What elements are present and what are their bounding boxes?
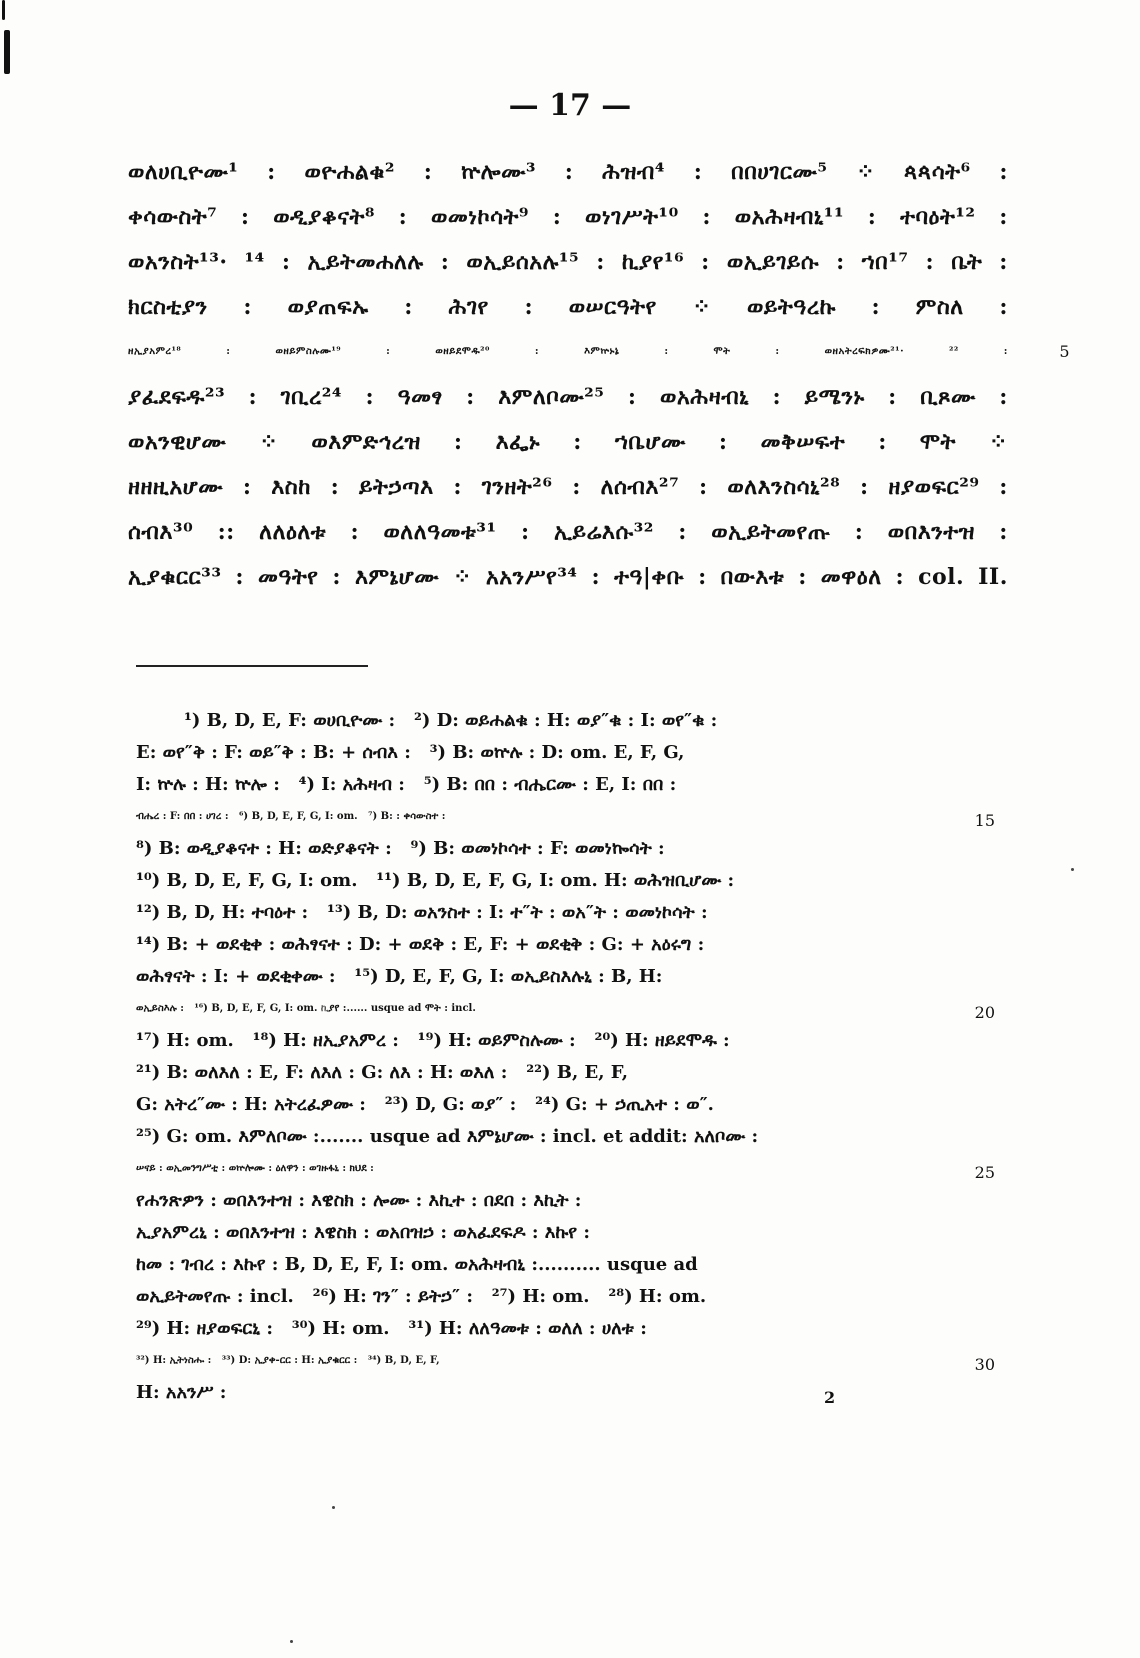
footnote-line: [136, 1185, 961, 1217]
main-text-word: ኢያቁርር³³: [128, 564, 222, 590]
main-text-word: :: [999, 384, 1008, 410]
footnote-text: ¹⁴) B: + ወደቂቀ : ወሕፃናተ : D: + ወደቅ : E, F: + ወደቂቅ : G: + አዕሩግ :: [136, 934, 705, 955]
main-text-word: :: [999, 474, 1008, 500]
footnote-text: ⁸) B: ወዲያቆናተ : H: ወድያቆናት : ⁹) B: ወመነኮሳተ : F: ወመነኰሳት :: [136, 838, 665, 859]
main-text-word: ወአሕዛብኒ: [659, 384, 750, 410]
main-text-word: col.: [918, 564, 965, 590]
main-text-word: ሰብእ³⁰: [128, 519, 194, 545]
footnote-line: [136, 865, 961, 897]
main-text-word: ተዓ|ቀቡ: [614, 564, 685, 590]
footnote-line: [136, 1377, 961, 1409]
main-text-word: ⁘: [989, 429, 1008, 455]
footnote-line: [136, 737, 961, 769]
main-text-word: ምስለ: [915, 294, 964, 320]
footnote-text: ብሔረ : F: በበ : ሀገረ : ⁶) B, D, E, F, G, I: om. ⁷) B: : ቀሳውስተ :: [136, 811, 446, 822]
main-text-word: ሕዝብ⁴: [602, 159, 666, 185]
footnote-line: [136, 1313, 961, 1345]
main-text-word: ዘያወፍር²⁹: [888, 474, 980, 500]
main-text-word: :: [404, 294, 413, 320]
main-text-word: ወኢይትመየጡ: [711, 519, 831, 545]
main-text-word: :: [772, 384, 782, 410]
speck: [290, 1640, 293, 1643]
main-text-word: ወለእንስሳኒ²⁸: [727, 474, 841, 500]
main-text-word: :: [1003, 346, 1008, 357]
main-text-word: ወለሀቢዮሙ¹: [128, 159, 239, 185]
footnote-line: [136, 1121, 961, 1153]
footnote-text: ሠናይ : ወኢመንግሥቲ : ወኵሎሙ : ዕለዋን : ወገዙፋኒ : ክህደ :: [136, 1163, 374, 1174]
main-text-word: ወኢይሰአሉ¹⁵: [466, 249, 580, 275]
footnotes-block: [136, 705, 995, 1409]
main-text-word: ተባዕት¹²: [900, 204, 976, 230]
main-text-word: :: [836, 249, 845, 275]
main-text-word: ወዮሐልቁ²: [304, 159, 395, 185]
main-text-word: :: [627, 384, 637, 410]
main-text-word: :: [999, 159, 1008, 185]
page-number: — 17 —: [508, 88, 632, 123]
main-text-word: :: [440, 249, 450, 275]
footnote-text: I: ኵሉ : H: ኵሎ : ⁴) I: አሕዛብ : ⁵) B: በበ : ብሔርሙ : E, I: በበ :: [136, 774, 677, 795]
main-text-word: ዘኢያአምረ¹⁸: [128, 346, 182, 357]
main-text-word: :: [267, 159, 276, 185]
footnote-text: ³²) H: ኢትነስሑ : ³³) D: ኢያቀ-ርር : H: ኢያቁርር : ³⁴) B, D, E, F,: [136, 1355, 440, 1366]
main-text-word: :: [775, 346, 780, 357]
footnote-text: ኢያአምረኒ : ወበእንተዝ : እዌስክ : ወአበዝኃ : ወአፈደፍዶ : እኩየ :: [136, 1222, 590, 1243]
main-text-word: :: [240, 204, 250, 230]
main-text-word: ⁘: [259, 429, 279, 455]
line-number: 25: [974, 1163, 995, 1182]
main-text-word: :: [365, 384, 375, 410]
line-number: 5: [1059, 342, 1070, 361]
main-text-word: :: [698, 474, 708, 500]
footnote-line: [136, 1153, 995, 1185]
footnote-line: [136, 1249, 961, 1281]
main-text-line: [128, 547, 1008, 592]
footnote-text: ¹⁰) B, D, E, F, G, I: om. ¹¹) B, D, E, F, G, I: om. H: ወሕዝቢሆሙ :: [136, 870, 735, 891]
footnote-line: [136, 1217, 961, 1249]
main-text-word: ⁘: [452, 564, 472, 590]
footnote-line: [136, 1057, 961, 1089]
main-text-word: ገቢረ²⁴: [280, 384, 343, 410]
main-text-word: ሞት: [713, 346, 731, 357]
main-text-word: በበሀገርሙ⁵: [731, 159, 828, 185]
main-text-line: [128, 322, 1070, 367]
main-text-word: ኵሎሙ³: [461, 159, 537, 185]
margin-tick-mark: [2, 0, 5, 20]
footnote-text: ወሕፃናት : I: + ወደቂቀሙ : ¹⁵) D, E, F, G, I: ወኢይስእሉኒ : B, H:: [136, 966, 663, 987]
line-number: 15: [974, 811, 995, 830]
main-text-word: :: [235, 564, 245, 590]
main-text-word: :: [423, 159, 433, 185]
main-text-word: ያፈደፍዱ²³: [128, 384, 226, 410]
footnote-text: ²⁹) H: ዘያወፍርኒ : ³⁰) H: om. ³¹) H: ለለዓመቱ : ወለለ : ሀለቱ :: [136, 1318, 647, 1339]
footnote-text: ²⁵) G: om. እምለቦሙ :....... usque ad እምኔሆሙ : incl. et addit: አለቦሙ :: [136, 1126, 759, 1147]
main-text-word: :: [798, 564, 807, 590]
main-text-word: ወዲያቆናት⁸: [273, 204, 375, 230]
main-text-word: :: [386, 346, 391, 357]
main-text-word: :: [332, 564, 341, 590]
footnote-line: [136, 961, 961, 993]
margin-bar-mark: [4, 30, 10, 74]
main-text-word: ጳጳሳት⁶: [903, 159, 971, 185]
main-text-word: :: [999, 249, 1008, 275]
main-text-word: መቅሠፍተ: [760, 429, 846, 455]
main-text-line: [128, 277, 1008, 322]
main-text-line: [128, 142, 1008, 187]
main-text-word: ይትኃጣእ: [359, 474, 434, 500]
main-text-word: :: [999, 294, 1008, 320]
signature-mark: 2: [824, 1388, 836, 1407]
main-text-word: ወበእንተዝ: [887, 519, 975, 545]
main-text-word: ወያጠፍኡ: [287, 294, 369, 320]
main-text-word: :: [888, 384, 897, 410]
footnote-line: [136, 993, 995, 1025]
main-text-word: ⁘: [692, 294, 712, 320]
main-text-word: ክርስቲያን: [128, 294, 208, 320]
main-text-word: :: [330, 474, 340, 500]
main-text-word: ወአንዊሆሙ: [128, 429, 227, 455]
main-text-word: :: [999, 519, 1008, 545]
main-text-word: :: [534, 346, 540, 357]
main-text-line: [128, 412, 1008, 457]
main-text-word: ኪያየ¹⁶: [621, 249, 685, 275]
footnote-text: H: አአንሥ :: [136, 1382, 227, 1403]
main-text-word: :: [453, 474, 463, 500]
footnote-text: የሐንጽዎን : ወበእንተዝ : እዌስክ : ሎሙ : እኪተ : በደበ : እኪት :: [136, 1190, 582, 1211]
main-text-word: :: [453, 429, 463, 455]
main-text-word: :: [466, 384, 475, 410]
main-text-word: II.: [978, 564, 1008, 590]
main-text-line: [128, 232, 1008, 277]
main-text-word: :: [999, 204, 1008, 230]
main-text-word: :: [860, 474, 869, 500]
main-text-word: መዓትየ: [257, 564, 319, 590]
line-number: 20: [974, 1003, 995, 1022]
main-text-word: እምለቦሙ²⁵: [498, 384, 605, 410]
main-text-word: ::: [217, 519, 235, 545]
main-text-word: :: [871, 294, 881, 320]
footnote-text: ²¹) B: ወለእለ : E, F: ለእለ : G: ለእ : H: ወእለ : ²²) B, E, F,: [136, 1062, 628, 1083]
main-text-word: :: [248, 384, 258, 410]
main-text-word: :: [564, 159, 574, 185]
main-text-word: ይሜንኑ: [804, 384, 865, 410]
main-text-word: :: [350, 519, 360, 545]
main-text-word: :: [281, 249, 291, 275]
main-text-word: ቤት: [951, 249, 983, 275]
main-text-word: :: [591, 564, 601, 590]
main-text-word: ገንዘት²⁶: [481, 474, 553, 500]
footnote-text: ወኢይትመየጡ : incl. ²⁶) H: ገን″ : ይትኃ″ : ²⁷) H: om. ²⁸) H: om.: [136, 1286, 707, 1307]
main-text-word: :: [572, 474, 581, 500]
footnote-line: [136, 769, 961, 801]
main-text-word: :: [596, 249, 605, 275]
main-text-word: እስከ: [271, 474, 311, 500]
footnote-line: [136, 801, 995, 833]
main-text-word: ወዘአትረፍክዎሙ²¹·: [824, 346, 905, 357]
main-text-word: ወሠርዓትየ: [568, 294, 657, 320]
main-text-word: :: [243, 294, 252, 320]
footnote-line: [136, 929, 961, 961]
main-text-word: ወእምድኅረዝ: [311, 429, 421, 455]
main-text-word: :: [398, 204, 408, 230]
main-text-word: ሞት: [919, 429, 956, 455]
main-text-word: በውእቱ: [720, 564, 785, 590]
footnote-line: [136, 1345, 995, 1377]
main-text-word: ኢይሬእሱ³²: [553, 519, 654, 545]
main-text-word: :: [242, 474, 252, 500]
main-text-word: ለሰብእ²⁷: [600, 474, 680, 500]
main-text-block: [128, 142, 1070, 592]
main-text-word: ሕገየ: [448, 294, 489, 320]
main-text-word: :: [878, 429, 887, 455]
main-text-line: [128, 367, 1008, 412]
main-text-word: ወአንስት¹³·: [128, 249, 228, 275]
footnote-text: ¹⁷) H: om. ¹⁸) H: ዘኢያአምረ : ¹⁹) H: ወይምስሉሙ : ²⁰) H: ዘይደሞዱ :: [136, 1030, 730, 1051]
main-text-word: :: [678, 519, 687, 545]
footnote-text: ¹) B, D, E, F: ወሀቢዮሙ : ²) D: ወይሐልቁ : H: ወያ″ቁ : I: ወየ″ቁ :: [184, 710, 718, 731]
footnote-line: [136, 833, 961, 865]
main-text-word: ¹⁴: [244, 249, 265, 275]
line-number: 30: [974, 1355, 995, 1374]
main-text-word: ኀበ¹⁷: [861, 249, 909, 275]
main-text-word: :: [520, 519, 530, 545]
main-text-word: ኢይትመሐለሉ: [307, 249, 424, 275]
main-text-word: :: [573, 429, 582, 455]
main-text-word: :: [698, 564, 707, 590]
footnote-text: ከመ : ገብረ : እኩየ : B, D, E, F, I: om. ወአሕዛብኒ :.......... usque ad: [136, 1254, 698, 1275]
main-text-word: ወመነኮሳት⁹: [430, 204, 530, 230]
main-text-word: ወዘይምስሉሙ¹⁹: [275, 346, 342, 357]
footnote-text: G: አትረ″ሙ : H: አትረፈዎሙ : ²³) D, G: ወያ″ : ²⁴) G: + ኃጢአተ : ወ″.: [136, 1094, 714, 1115]
main-text-word: :: [895, 564, 905, 590]
speck: [1071, 868, 1074, 871]
main-text-word: እምኵኑኔ: [584, 346, 620, 357]
main-text-word: ወነገሥት¹⁰: [585, 204, 679, 230]
main-text-word: :: [702, 204, 712, 230]
main-text-word: :: [867, 204, 877, 230]
main-text-word: ²²: [949, 346, 959, 357]
main-text-word: ኀቤሆሙ: [614, 429, 686, 455]
main-text-word: ዘዘዚአሆሙ: [128, 474, 224, 500]
footnote-separator-rule: [136, 665, 368, 667]
main-text-word: አአንሥየ³⁴: [485, 564, 578, 590]
footnote-text: ወኢይስእሉ : ¹⁶) B, D, E, F, G, I: om. ኪያየ :...... usque ad ሞት : incl.: [136, 1003, 476, 1014]
footnote-text: E: ወየ″ቅ : F: ወይ″ቅ : B: + ሰብእ : ³) B: ወኵሉ : D: om. E, F, G,: [136, 742, 685, 763]
main-text-word: ወለለዓመቱ³¹: [383, 519, 497, 545]
footnote-line: [136, 897, 961, 929]
main-text-word: ⁘: [856, 159, 876, 185]
main-text-word: :: [552, 204, 562, 230]
main-text-word: :: [701, 249, 710, 275]
main-text-line: [128, 457, 1008, 502]
footnote-line: [136, 1025, 961, 1057]
footnote-line: [136, 705, 961, 737]
speck: [332, 1506, 335, 1509]
main-text-word: :: [524, 294, 534, 320]
main-text-word: ወአሕዛብኒ¹¹: [734, 204, 845, 230]
footnote-line: [136, 1281, 961, 1313]
main-text-word: :: [226, 346, 231, 357]
main-text-word: እፌኑ: [495, 429, 541, 455]
main-text-line: [128, 502, 1008, 547]
main-text-word: ወኢይገይሱ: [726, 249, 820, 275]
main-text-word: ወዘይደሞዱ²⁰: [435, 346, 490, 357]
footnote-line: [136, 1089, 961, 1121]
main-text-word: እምኔሆሙ: [354, 564, 440, 590]
main-text-word: ዓመፃ: [397, 384, 443, 410]
main-text-word: ለለዕለቱ: [259, 519, 327, 545]
main-text-word: ቢጾሙ: [920, 384, 976, 410]
main-text-word: መዋዕለ: [820, 564, 882, 590]
main-text-word: :: [854, 519, 864, 545]
main-text-word: :: [693, 159, 703, 185]
main-text-word: :: [925, 249, 935, 275]
main-text-word: :: [664, 346, 669, 357]
main-text-word: ወይትዓረኩ: [747, 294, 836, 320]
main-text-line: [128, 187, 1008, 232]
main-text-word: :: [718, 429, 728, 455]
footnote-text: ¹²) B, D, H: ተባዕተ : ¹³) B, D: ወአንስተ : I: ተ″ት : ወአ″ት : ወመነኮሳት :: [136, 902, 708, 923]
main-text-word: ቀሳውስት⁷: [128, 204, 218, 230]
